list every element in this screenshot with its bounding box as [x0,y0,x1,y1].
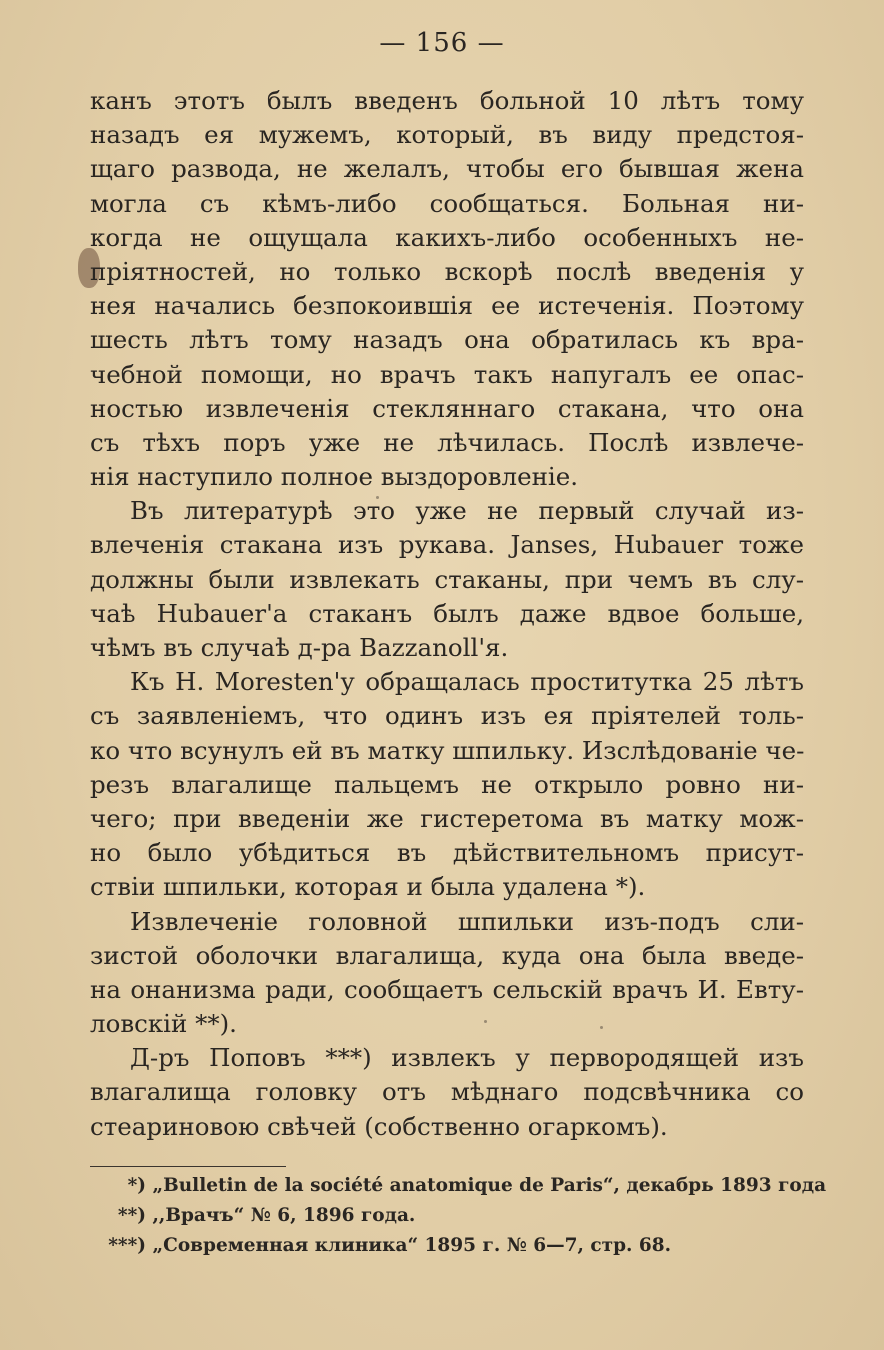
text-line: влеченія стакана изъ рукава. Janses, Hubauer тоже [90,530,804,560]
footnote-3 [94,1232,671,1260]
text-line: щаго развода, не желалъ, чтобы его бывшая жена [90,154,804,184]
text-line: на онанизма ради, сообщаетъ сельскій врачъ И. Евту- [90,974,804,1004]
text-line: нія наступило полное выздоровленіе. [90,462,579,492]
text-line: ко что всунулъ ей въ матку шпильку. Изслѣдованіе че- [90,735,805,765]
footnote-divider [90,1166,286,1167]
text-line: канъ этотъ былъ введенъ больной 10 лѣтъ тому [90,86,804,115]
text-line: Д-ръ Поповъ ***) извлекъ у первородящей изъ [130,1043,804,1073]
footnote-marker: **) [117,1205,146,1226]
footnote-text: „Bulletin de la société anatomique de Paris“, декабрь 1893 года [152,1175,827,1196]
text-line: могла съ кѣмъ-либо сообщаться. Больная ни- [90,188,804,218]
text-line: Извлеченіе головной шпильки изъ-подъ сли- [130,906,804,936]
text-line: стеариновою свѣчей (собственно огаркомъ). [90,1111,668,1141]
footnote-text: ,,Врачъ“ № 6, 1896 года. [152,1205,416,1226]
text-line: пріятностей, но только вскорѣ послѣ введенія у [90,256,804,286]
text-line: Въ литературѣ это уже не первый случай из- [130,496,804,526]
footnote-text: „Современная клиника“ 1895 г. № 6—7, стр. 68. [152,1235,672,1256]
footnote-2 [104,1202,415,1230]
text-line: назадъ ея мужемъ, который, въ виду предстоя- [90,120,804,150]
footnote-marker: *) [127,1175,146,1196]
footnote-1 [118,1172,826,1200]
text-line: зистой оболочки влагалища, куда она была введе- [90,940,804,970]
text-line: съ тѣхъ поръ уже не лѣчилась. Послѣ извлече- [90,427,804,457]
text-line: съ заявленіемъ, что одинъ изъ ея пріятелей толь- [90,701,804,731]
text-line: но было убѣдиться въ дѣйствительномъ присут- [90,838,804,868]
text-line: Къ H. Moresten'у обращалась проститутка 25 лѣтъ [130,667,804,697]
text-line: чебной помощи, но врачъ такъ напугалъ ее опас- [90,359,804,389]
page-number: — 156 — [379,28,505,58]
text-line: влагалища головку отъ мѣднаго подсвѣчника со [90,1077,804,1107]
text-line: резъ влагалище пальцемъ не открыло ровно ни- [90,769,804,799]
body-text [90,84,804,1144]
text-line: ствіи шпильки, которая и была удалена *). [90,872,646,902]
text-line: должны были извлекать стаканы, при чемъ въ слу- [90,564,804,594]
text-line: чѣмъ въ случаѣ д-ра Bazzanoll'я. [90,633,509,662]
text-line: когда не ощущала какихъ-либо особенныхъ не- [90,222,804,252]
text-line: чего; при введеніи же гистеретома въ матку мож- [90,803,804,833]
text-line: шесть лѣтъ тому назадъ она обратилась къ вра- [90,325,804,355]
text-line: ловскій **). [90,1009,237,1039]
footnote-marker: ***) [108,1235,146,1256]
text-line: ностью извлеченія стекляннаго стакана, что она [90,393,804,423]
text-line: чаѣ Hubauer'а стаканъ былъ даже вдвое больше, [90,598,804,628]
text-line: нея начались безпокоившія ее истеченія. Поэтому [90,291,804,321]
